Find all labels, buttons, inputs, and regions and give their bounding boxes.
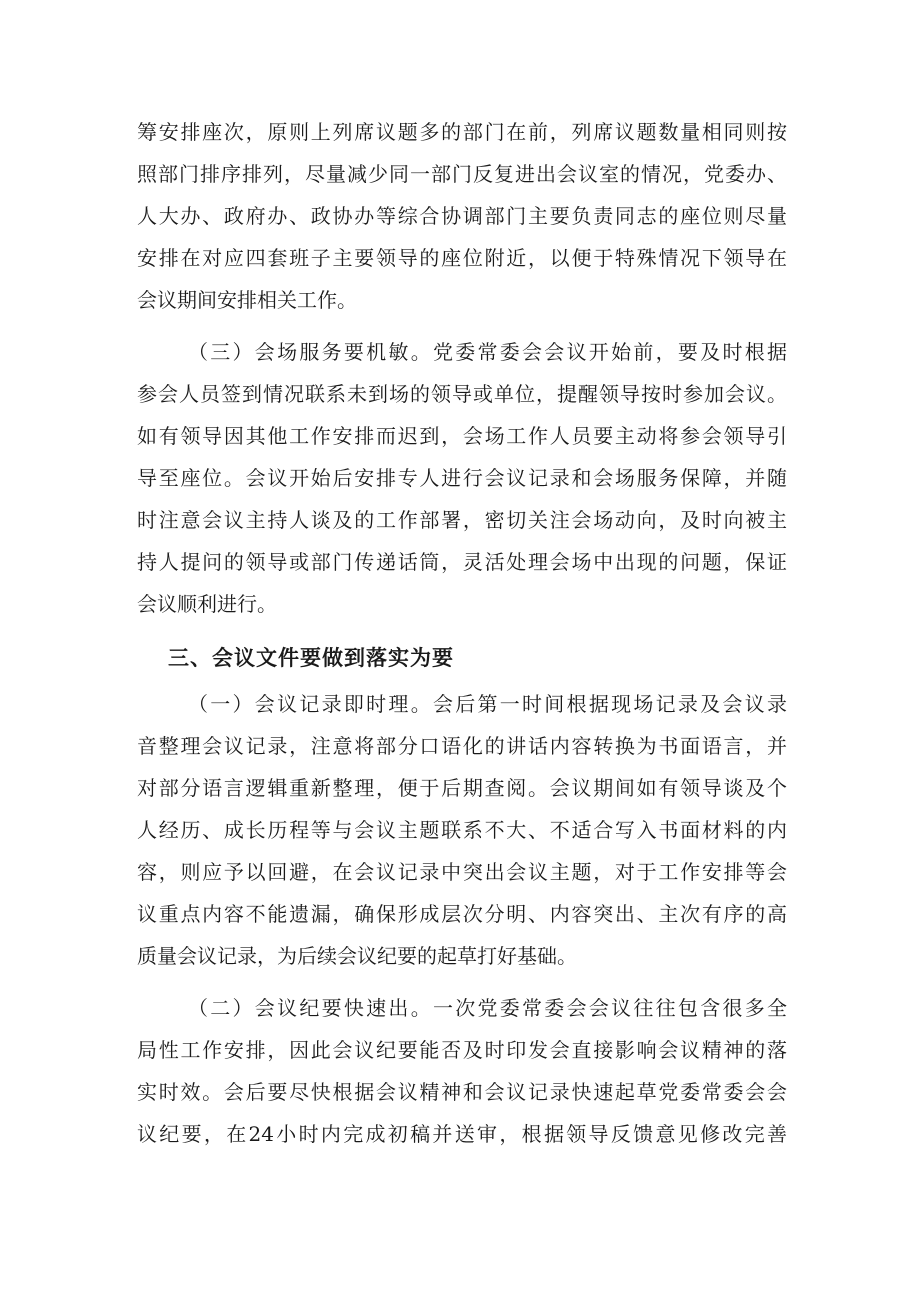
- paragraph-3-line-4: 人经历、成长历程等与会议主题联系不大、不适合写入书面材料的内: [137, 818, 787, 842]
- paragraph-3-line-2: 音整理会议记录，注意将部分口语化的讲话内容转换为书面语言，并: [137, 734, 787, 758]
- paragraph-1-line-5: 会议期间安排相关工作。: [137, 288, 357, 312]
- paragraph-1-line-2: 照部门排序排列，尽量减少同一部门反复进出会议室的情况，党委办、: [137, 162, 787, 186]
- paragraph-2-line-5: 时注意会议主持人谈及的工作部署，密切关注会场动向，及时向被主: [137, 508, 787, 532]
- paragraph-4-line-1: （二）会议纪要快速出。一次党委常委会会议往往包含很多全: [188, 996, 787, 1020]
- paragraph-2-line-4: 导至座位。会议开始后安排专人进行会议记录和会场服务保障，并随: [137, 466, 787, 490]
- paragraph-3-line-1: （一）会议记录即时理。会后第一时间根据现场记录及会议录: [188, 692, 787, 716]
- paragraph-2-line-3: 如有领导因其他工作安排而迟到，会场工作人员要主动将参会领导引: [137, 424, 787, 448]
- paragraph-1-line-1: 筹安排座次，原则上列席议题多的部门在前，列席议题数量相同则按: [137, 120, 787, 144]
- paragraph-1-line-4: 安排在对应四套班子主要领导的座位附近，以便于特殊情况下领导在: [137, 246, 787, 270]
- paragraph-2-line-2: 参会人员签到情况联系未到场的领导或单位，提醒领导按时参加会议。: [137, 382, 787, 406]
- paragraph-4-line-4: 议纪要，在24小时内完成初稿并送审，根据领导反馈意见修改完善: [137, 1122, 787, 1146]
- paragraph-3-line-3: 对部分语言逻辑重新整理，便于后期查阅。会议期间如有领导谈及个: [137, 776, 787, 800]
- paragraph-4-line-2: 局性工作安排，因此会议纪要能否及时印发会直接影响会议精神的落: [137, 1038, 787, 1062]
- section-heading-3: 三、会议文件要做到落实为要: [168, 646, 454, 670]
- paragraph-4-line-3: 实时效。会后要尽快根据会议精神和会议记录快速起草党委常委会会: [137, 1080, 787, 1104]
- paragraph-3-line-5: 容，则应予以回避，在会议记录中突出会议主题，对于工作安排等会: [137, 860, 787, 884]
- paragraph-3-line-6: 议重点内容不能遗漏，确保形成层次分明、内容突出、主次有序的高: [137, 902, 787, 926]
- paragraph-2-line-6: 持人提问的领导或部门传递话筒，灵活处理会场中出现的问题，保证: [137, 550, 787, 574]
- paragraph-1-line-3: 人大办、政府办、政协办等综合协调部门主要负责同志的座位则尽量: [137, 204, 787, 228]
- paragraph-2-line-7: 会议顺利进行。: [137, 592, 277, 616]
- paragraph-2-line-1: （三）会场服务要机敏。党委常委会会议开始前，要及时根据: [188, 340, 787, 364]
- paragraph-3-line-7: 质量会议记录，为后续会议纪要的起草打好基础。: [137, 944, 577, 968]
